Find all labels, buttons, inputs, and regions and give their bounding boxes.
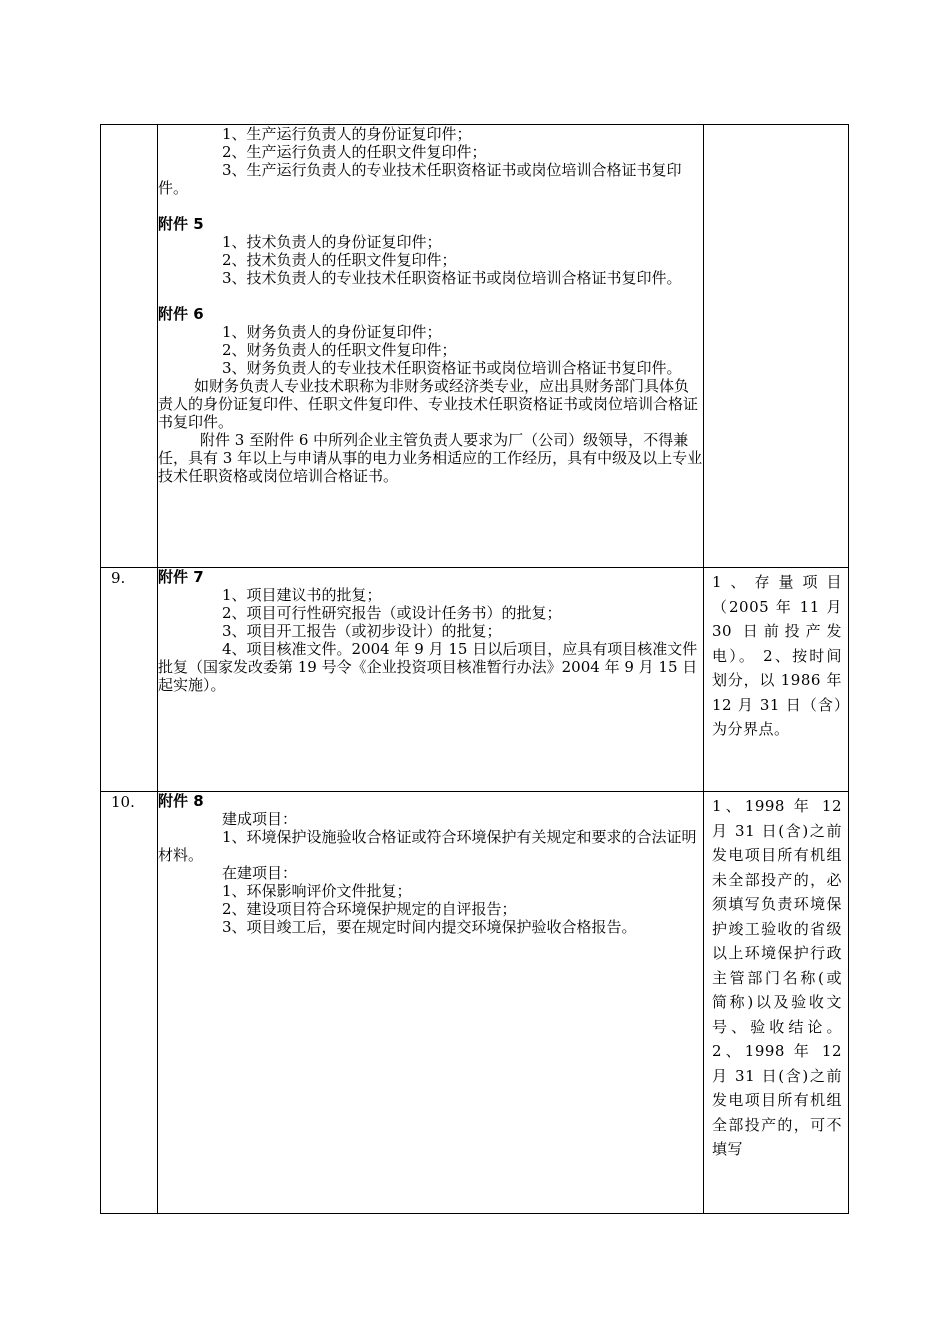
row-number <box>101 125 157 126</box>
section-label: 在建项目： <box>222 864 298 882</box>
note-cell <box>704 568 849 792</box>
row-number: 9. <box>111 569 126 587</box>
list-item: 2、财务负责人的任职文件复印件； <box>222 341 457 359</box>
paragraph: 如财务负责人专业技术职称为非财务或经济类专业，应出具财务部门具体负责人的身份证复印件、任职文件复印件、专业技术任职资格证书或岗位培训合格证书复印件。 <box>158 377 699 431</box>
list-item: 3、财务负责人的专业技术任职资格证书或岗位培训合格证书复印件。 <box>222 359 682 377</box>
list-item: 2、建设项目符合环境保护规定的自评报告； <box>222 900 517 918</box>
note-text: 1、存量项目（2005 年 11 月 30 日前投产发电）。 2、按时间划分，以 1986 年 12 月 31 日（含）为分界点。 <box>712 573 842 738</box>
table-row <box>101 568 849 792</box>
list-item: 1、项目建议书的批复； <box>222 586 382 604</box>
row-number-cell <box>101 792 158 1214</box>
row-number: 10. <box>111 793 135 811</box>
list-item: 1、环境保护设施验收合格证或符合环境保护有关规定和要求的合法证明材料。 <box>158 828 697 864</box>
list-item: 1、技术负责人的身份证复印件； <box>222 233 442 251</box>
list-item: 4、项目核准文件。2004 年 9 月 15 日以后项目，应具有项目核准文件批复（国家发改委第 19 号令《企业投资项目核准暂行办法》2004 年 9 月 15 日起实施）。 <box>158 640 698 694</box>
list-item: 1、生产运行负责人的身份证复印件； <box>222 125 472 143</box>
content-cell <box>158 568 704 792</box>
list-item: 3、项目竣工后，要在规定时间内提交环境保护验收合格报告。 <box>222 918 637 936</box>
note-cell <box>704 125 849 568</box>
list-item: 1、财务负责人的身份证复印件； <box>222 323 442 341</box>
content-cell <box>158 792 704 1214</box>
section-label: 建成项目： <box>222 810 298 828</box>
requirements-table <box>100 124 849 1214</box>
list-item: 3、项目开工报告（或初步设计）的批复； <box>222 622 502 640</box>
attachment-heading: 附件 5 <box>158 215 204 233</box>
paragraph: 附件 3 至附件 6 中所列企业主管负责人要求为厂（公司）级领导，不得兼任，具有 3 年以上与申请从事的电力业务相适应的工作经历，具有中级及以上专业技术任职资格或岗位培训合格证书。 <box>158 431 703 485</box>
table-row <box>101 792 849 1214</box>
attachment-heading: 附件 6 <box>158 305 204 323</box>
list-item: 2、项目可行性研究报告（或设计任务书）的批复； <box>222 604 562 622</box>
note-text: 1、1998 年 12 月 31 日(含)之前发电项目所有机组未全部投产的，必须填写负责环境保护竣工验收的省级以上环境保护行政主管部门名称(或简称)以及验收文号、验收结论。 2、1998 年 12 月 31 日(含)之前发电项目所有机组全部投产的，可不填写 <box>712 797 842 1158</box>
list-item: 2、技术负责人的任职文件复印件； <box>222 251 457 269</box>
note-cell <box>704 792 849 1214</box>
attachment-heading: 附件 8 <box>158 792 204 810</box>
row-number-cell <box>101 568 158 792</box>
content-cell <box>158 125 704 568</box>
list-item: 2、生产运行负责人的任职文件复印件； <box>222 143 487 161</box>
attachment-heading: 附件 7 <box>158 568 204 586</box>
list-item: 3、技术负责人的专业技术任职资格证书或岗位培训合格证书复印件。 <box>222 269 682 287</box>
table-row <box>101 125 849 568</box>
list-item: 3、生产运行负责人的专业技术任职资格证书或岗位培训合格证书复印件。 <box>158 161 682 197</box>
row-number-cell <box>101 125 158 568</box>
note-text <box>704 125 848 127</box>
list-item: 1、环保影响评价文件批复； <box>222 882 412 900</box>
